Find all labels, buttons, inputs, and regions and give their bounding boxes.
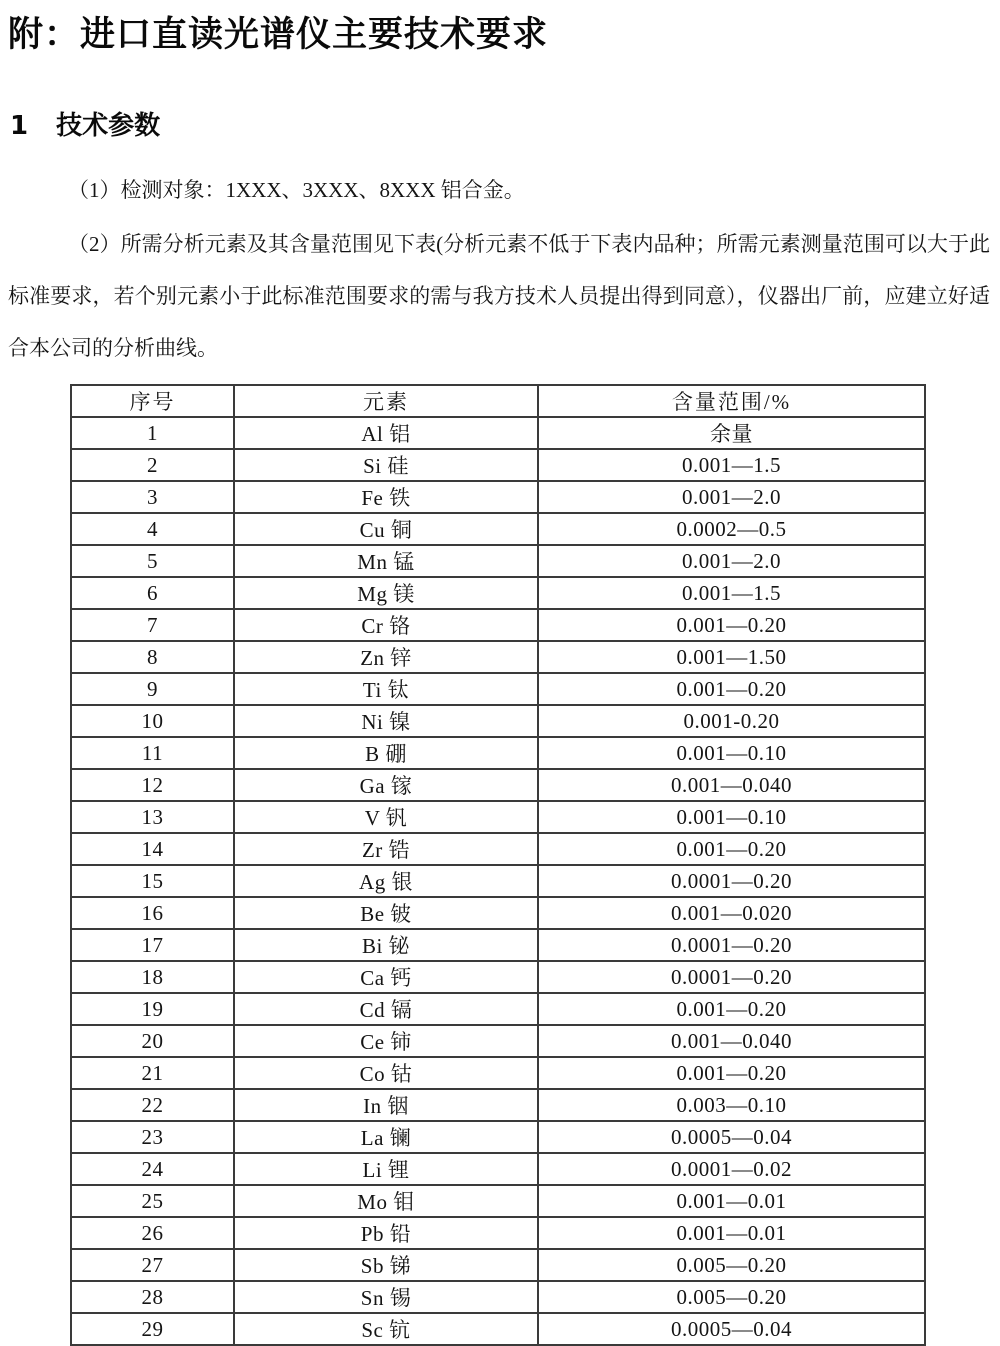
- range-cell: 0.001-0.20: [538, 705, 925, 737]
- row-index-cell: 29: [71, 1313, 234, 1345]
- section-heading: [10, 110, 990, 142]
- range-cell: 0.001—0.20: [538, 1057, 925, 1089]
- row-index-cell: 28: [71, 1281, 234, 1313]
- table-row: [71, 577, 925, 609]
- row-index-cell: 21: [71, 1057, 234, 1089]
- range-cell: 0.0005—0.04: [538, 1313, 925, 1345]
- element-cell: Zn 锌: [234, 641, 538, 673]
- element-cell: Zr 锆: [234, 833, 538, 865]
- element-cell: Cu 铜: [234, 513, 538, 545]
- table-row: [71, 417, 925, 449]
- row-index-cell: 13: [71, 801, 234, 833]
- range-cell: 0.001—0.10: [538, 737, 925, 769]
- table-row: [71, 1153, 925, 1185]
- spec-table-body: [71, 417, 925, 1345]
- row-index-cell: 5: [71, 545, 234, 577]
- row-index-cell: 8: [71, 641, 234, 673]
- row-index-cell: 15: [71, 865, 234, 897]
- row-index-cell: 3: [71, 481, 234, 513]
- table-row: [71, 833, 925, 865]
- row-index-cell: 6: [71, 577, 234, 609]
- table-row: [71, 1121, 925, 1153]
- range-cell: 0.0001—0.20: [538, 929, 925, 961]
- table-row: [71, 705, 925, 737]
- element-cell: V 钒: [234, 801, 538, 833]
- row-index-cell: 19: [71, 993, 234, 1025]
- table-row: [71, 449, 925, 481]
- table-row: [71, 641, 925, 673]
- range-cell: 0.001—0.10: [538, 801, 925, 833]
- element-cell: La 镧: [234, 1121, 538, 1153]
- element-cell: Be 铍: [234, 897, 538, 929]
- element-cell: Ca 钙: [234, 961, 538, 993]
- element-cell: Mg 镁: [234, 577, 538, 609]
- range-cell: 0.001—0.20: [538, 833, 925, 865]
- range-cell: 0.001—2.0: [538, 481, 925, 513]
- table-row: [71, 897, 925, 929]
- table-row: [71, 1025, 925, 1057]
- row-index-cell: 18: [71, 961, 234, 993]
- element-cell: Al 铝: [234, 417, 538, 449]
- table-row: [71, 481, 925, 513]
- element-cell: B 硼: [234, 737, 538, 769]
- element-cell: Bi 铋: [234, 929, 538, 961]
- element-cell: Sn 锡: [234, 1281, 538, 1313]
- element-cell: Li 锂: [234, 1153, 538, 1185]
- element-cell: Cr 铬: [234, 609, 538, 641]
- col-header-index: 序号: [71, 385, 234, 417]
- table-row: [71, 673, 925, 705]
- table-row: [71, 961, 925, 993]
- table-row: [71, 513, 925, 545]
- table-row: [71, 545, 925, 577]
- row-index-cell: 22: [71, 1089, 234, 1121]
- row-index-cell: 4: [71, 513, 234, 545]
- range-cell: 余量: [538, 417, 925, 449]
- range-cell: 0.001—0.040: [538, 1025, 925, 1057]
- row-index-cell: 1: [71, 417, 234, 449]
- element-cell: Sb 锑: [234, 1249, 538, 1281]
- range-cell: 0.0001—0.20: [538, 961, 925, 993]
- table-row: [71, 993, 925, 1025]
- range-cell: 0.001—0.01: [538, 1217, 925, 1249]
- table-row: [71, 801, 925, 833]
- row-index-cell: 10: [71, 705, 234, 737]
- col-header-range: 含量范围/%: [538, 385, 925, 417]
- table-row: [71, 1249, 925, 1281]
- table-row: [71, 1281, 925, 1313]
- row-index-cell: 2: [71, 449, 234, 481]
- element-cell: In 铟: [234, 1089, 538, 1121]
- page-title: 附：进口直读光谱仪主要技术要求: [8, 15, 549, 55]
- element-cell: Sc 钪: [234, 1313, 538, 1345]
- row-index-cell: 11: [71, 737, 234, 769]
- range-cell: 0.001—1.5: [538, 577, 925, 609]
- row-index-cell: 27: [71, 1249, 234, 1281]
- element-cell: Mo 钼: [234, 1185, 538, 1217]
- element-cell: Cd 镉: [234, 993, 538, 1025]
- row-index-cell: 23: [71, 1121, 234, 1153]
- element-cell: Fe 铁: [234, 481, 538, 513]
- element-cell: Ce 铈: [234, 1025, 538, 1057]
- row-index-cell: 26: [71, 1217, 234, 1249]
- range-cell: 0.001—1.5: [538, 449, 925, 481]
- table-row: [71, 865, 925, 897]
- range-cell: 0.001—0.01: [538, 1185, 925, 1217]
- row-index-cell: 20: [71, 1025, 234, 1057]
- table-row: [71, 769, 925, 801]
- row-index-cell: 14: [71, 833, 234, 865]
- range-cell: 0.001—0.20: [538, 673, 925, 705]
- range-cell: 0.001—2.0: [538, 545, 925, 577]
- element-cell: Si 硅: [234, 449, 538, 481]
- range-cell: 0.001—0.20: [538, 609, 925, 641]
- table-header-row: [71, 385, 925, 417]
- range-cell: 0.001—0.040: [538, 769, 925, 801]
- paragraph-element-requirements: （2）所需分析元素及其含量范围见下表(分析元素不低于下表内品种；所需元素测量范围可以大于此标准要求，若个别元素小于此标准范围要求的需与我方技术人员提出得到同意），仪器出厂前，应建立好适合本公司的分析曲线。: [8, 232, 990, 360]
- table-row: [71, 1313, 925, 1345]
- range-cell: 0.001—0.20: [538, 993, 925, 1025]
- range-cell: 0.005—0.20: [538, 1281, 925, 1313]
- element-range-table: [70, 384, 926, 1346]
- range-cell: 0.001—1.50: [538, 641, 925, 673]
- range-cell: 0.0002—0.5: [538, 513, 925, 545]
- table-row: [71, 609, 925, 641]
- row-index-cell: 17: [71, 929, 234, 961]
- table-row: [71, 737, 925, 769]
- row-index-cell: 7: [71, 609, 234, 641]
- range-cell: 0.0001—0.20: [538, 865, 925, 897]
- table-row: [71, 1217, 925, 1249]
- range-cell: 0.001—0.020: [538, 897, 925, 929]
- section-number: 1: [10, 111, 29, 141]
- range-cell: 0.005—0.20: [538, 1249, 925, 1281]
- element-cell: Co 钴: [234, 1057, 538, 1089]
- element-cell: Mn 锰: [234, 545, 538, 577]
- table-row: [71, 929, 925, 961]
- paragraph-detection-targets: （1）检测对象：1XXX、3XXX、8XXX 铝合金。: [68, 178, 525, 202]
- table-row: [71, 1185, 925, 1217]
- element-cell: Pb 铅: [234, 1217, 538, 1249]
- range-cell: 0.0005—0.04: [538, 1121, 925, 1153]
- row-index-cell: 24: [71, 1153, 234, 1185]
- element-cell: Ag 银: [234, 865, 538, 897]
- section-label: 技术参数: [56, 111, 161, 141]
- range-cell: 0.0001—0.02: [538, 1153, 925, 1185]
- col-header-element: 元素: [234, 385, 538, 417]
- range-cell: 0.003—0.10: [538, 1089, 925, 1121]
- table-row: [71, 1089, 925, 1121]
- element-cell: Ti 钛: [234, 673, 538, 705]
- row-index-cell: 16: [71, 897, 234, 929]
- element-cell: Ni 镍: [234, 705, 538, 737]
- table-row: [71, 1057, 925, 1089]
- row-index-cell: 12: [71, 769, 234, 801]
- row-index-cell: 25: [71, 1185, 234, 1217]
- row-index-cell: 9: [71, 673, 234, 705]
- element-cell: Ga 镓: [234, 769, 538, 801]
